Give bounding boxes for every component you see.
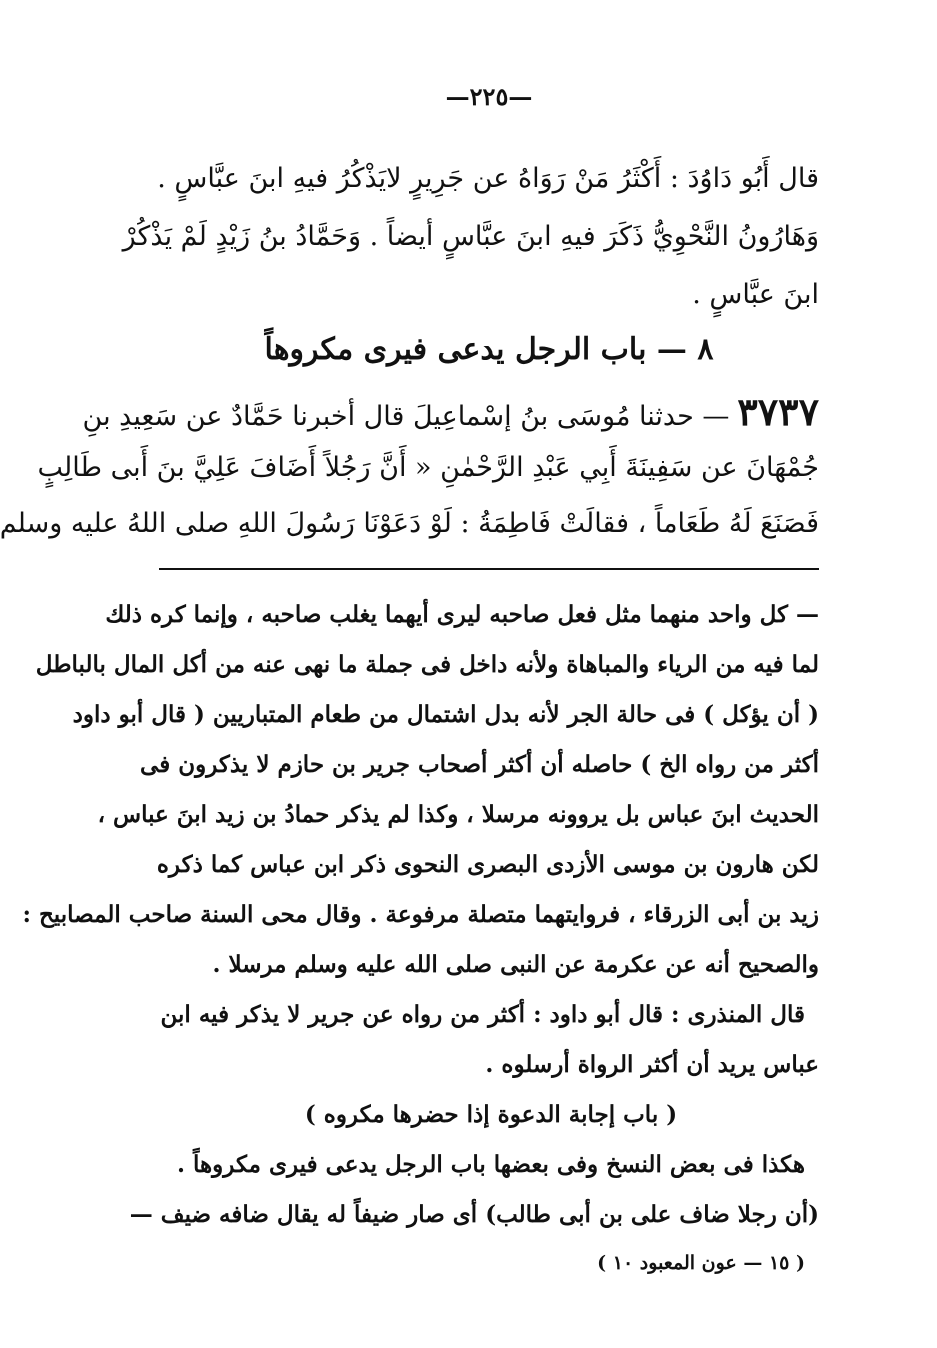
hadith-block [0, 384, 819, 552]
sub-heading: ( باب إجابة الدعوة إذا حضرها مكروه ) [304, 1101, 678, 1128]
commentary-line: والصحيح أنه عن عكرمة عن النبى صلى الله عليه وسلم مرسلا . [212, 951, 819, 978]
mundhiri-line: قال المنذرى : قال أبو داود : أكثر من رواه عن جرير لا يذكر فيه ابن [160, 1001, 805, 1028]
commentary-line: لما فيه من الرياء والمباهاة ولأنه داخل فى جملة ما نهى عنه من أكل المال بالباطل [35, 651, 819, 678]
commentary-block [22, 590, 819, 1240]
footnote-divider [159, 568, 819, 570]
hadith-number: ٣٧٣٧ [737, 389, 819, 434]
closing-line: هكذا فى بعض النسخ وفى بعضها باب الرجل يدعى فيرى مكروهاً . [177, 1151, 805, 1178]
hadith-continuation [122, 150, 819, 324]
commentary-line: الحديث ابنَ عباس بل يروونه مرسلا ، وكذا لم يذكر حمادُ بن زيد ابنَ عباس ، [97, 801, 819, 828]
text-line: فَصَنَعَ لَهُ طَعَاماً ، فقالَتْ فَاطِمَةُ : لَوْ دَعَوْنَا رَسُولَ اللهِ صلى اللهُ عليه وسلم [0, 508, 819, 539]
hadith-first-line [82, 384, 819, 440]
chapter-heading: ٨ — باب الرجل يدعى فيرى مكروهاً [264, 332, 714, 367]
text-line: ابنَ عبَّاسٍ . [692, 279, 819, 310]
text-line: قال أَبُو دَاوُدَ : أَكْثَرُ مَنْ رَوَاهُ عن جَرِيرٍ لايَذْكُرُ فيهِ ابنَ عبَّاسٍ . [157, 163, 819, 194]
commentary-line: — كل واحد منهما مثل فعل صاحبه ليرى أيهما يغلب صاحبه ، وإنما كره ذلك [105, 601, 819, 628]
footer-signature: ( ١٥ — عون المعبود ١٠ ) [597, 1252, 805, 1274]
hadith-text: — حدثنا مُوسَى بنُ إسْماعِيلَ قال أخبرنا حَمَّادٌ عن سَعِيدِ بنِ [82, 401, 730, 432]
page-number: —٢٢٥— [445, 82, 533, 111]
commentary-line: زيد بن أبى الزرقاء ، فروايتهما متصلة مرفوعة . وقال محى السنة صاحب المصابيح : [22, 901, 819, 928]
mundhiri-line: عباس يريد أن أكثر الرواة أرسلوه . [485, 1051, 819, 1078]
commentary-line: ( أن يؤكل ) فى حالة الجر لأنه بدل اشتمال من طعام المتباريين ( قال أبو داود [72, 701, 819, 728]
text-line: وَهَارُونُ النَّحْوِيُّ ذَكَرَ فيهِ ابنَ عبَّاسٍ أيضاً . وَحَمَّادُ بنُ زَيْدٍ لَمْ يَذْكُرْ [122, 221, 819, 252]
text-line: جُمْهَانَ عن سَفِينَةَ أَبِي عَبْدِ الرَّحْمٰنِ « أَنَّ رَجُلاً أَضَافَ عَلِيَّ بنَ أَبى طَالِبٍ [37, 452, 819, 483]
closing-line: (أن رجلا ضاف على بن أبى طالب) أى صار ضيفاً له يقال ضافه ضيف — [129, 1201, 819, 1228]
commentary-line: لكن هارون بن موسى الأزدى البصرى النحوى ذكر ابن عباس كما ذكره [156, 851, 819, 878]
commentary-line: أكثر من رواه الخ ) حاصله أن أكثر أصحاب جرير بن حازم لا يذكرون فى [140, 751, 819, 778]
